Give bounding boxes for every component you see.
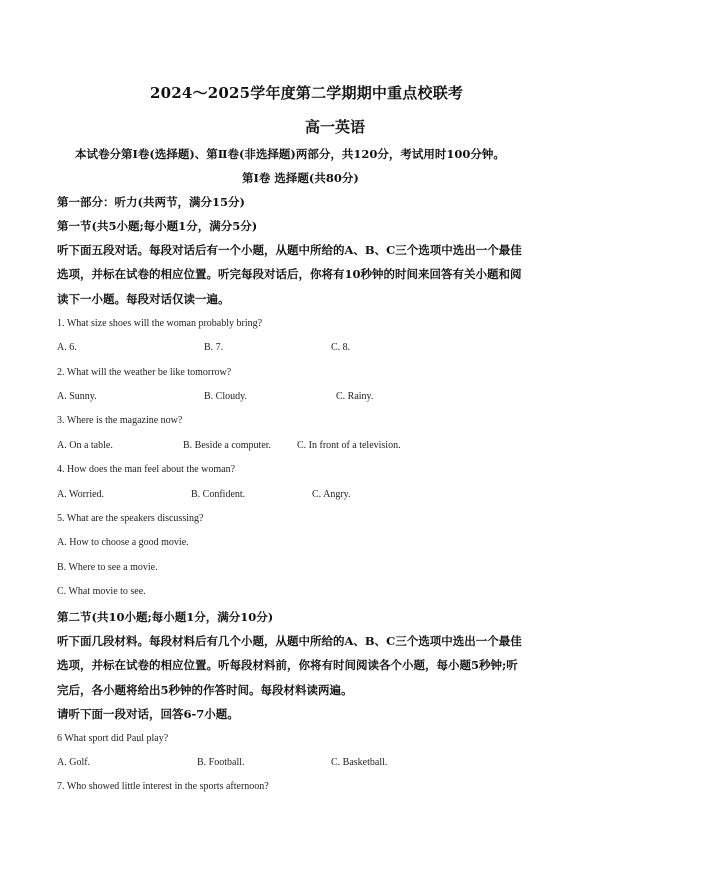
section1-instruction-line: 听下面五段对话。每段对话后有一个小题，从题中所给的A、B、C三个选项中选出一个最佳 (57, 243, 522, 257)
option-b: B. Confident. (191, 489, 246, 500)
question-stem: 7. Who showed little interest in the sports afternoon? (57, 781, 269, 792)
option-b: B. Football. (197, 757, 245, 768)
option-a: A. 6. (57, 342, 77, 353)
option-c: C. 8. (331, 342, 351, 353)
option-c: C. In front of a television. (297, 440, 401, 451)
option-b: B. Cloudy. (204, 391, 247, 402)
section1-instruction-line: 读下一小题。每段对话仅读一遍。 (57, 292, 230, 306)
option-b: B. Beside a computer. (183, 440, 272, 451)
option-c: C. What movie to see. (57, 586, 146, 597)
option-b: B. Where to see a movie. (57, 562, 158, 573)
volume-title: 第Ⅰ卷 选择题(共80分) (242, 171, 359, 185)
subject-title: 高一英语 (305, 118, 366, 136)
option-c: C. Angry. (312, 489, 351, 500)
option-a: A. Worried. (57, 489, 105, 500)
option-a: A. Sunny. (57, 391, 97, 402)
section2-prompt: 请听下面一段对话，回答6-7小题。 (57, 707, 239, 721)
part1-heading: 第一部分：听力(共两节，满分15分) (57, 195, 245, 209)
question-stem: 1. What size shoes will the woman probably bring? (57, 318, 263, 329)
question-stem: 3. Where is the magazine now? (57, 415, 183, 426)
question-stem: 2. What will the weather be like tomorrow? (57, 367, 232, 378)
section1-instruction-line: 选项，并标在试卷的相应位置。听完每段对话后，你将有10秒钟的时间来回答有关小题和阅 (57, 267, 522, 281)
section1-heading: 第一节(共5小题;每小题1分，满分5分) (57, 219, 258, 233)
section2-heading: 第二节(共10小题;每小题1分，满分10分) (57, 610, 274, 624)
option-b: B. 7. (204, 342, 224, 353)
option-a: A. Golf. (57, 757, 91, 768)
exam-title: 2024～2025学年度第二学期期中重点校联考 (150, 84, 464, 102)
option-a: A. On a table. (57, 440, 113, 451)
section2-instruction-line: 选项，并标在试卷的相应位置。听每段材料前，你将有时间阅读各个小题，每小题5秒钟;听 (57, 658, 518, 672)
question-stem: 5. What are the speakers discussing? (57, 513, 204, 524)
section2-instruction-line: 完后，各小题将给出5秒钟的作答时间。每段材料读两遍。 (57, 683, 353, 697)
option-a: A. How to choose a good movie. (57, 537, 189, 548)
option-c: C. Basketball. (331, 757, 388, 768)
option-c: C. Rainy. (336, 391, 374, 402)
question-stem: 4. How does the man feel about the woman? (57, 464, 236, 475)
question-stem: 6 What sport did Paul play? (57, 733, 169, 744)
section2-instruction-line: 听下面几段材料。每段材料后有几个小题，从题中所给的A、B、C三个选项中选出一个最佳 (57, 634, 522, 648)
exam-info: 本试卷分第Ⅰ卷(选择题)、第Ⅱ卷(非选择题)两部分，共120分，考试用时100分钟。 (75, 147, 505, 161)
